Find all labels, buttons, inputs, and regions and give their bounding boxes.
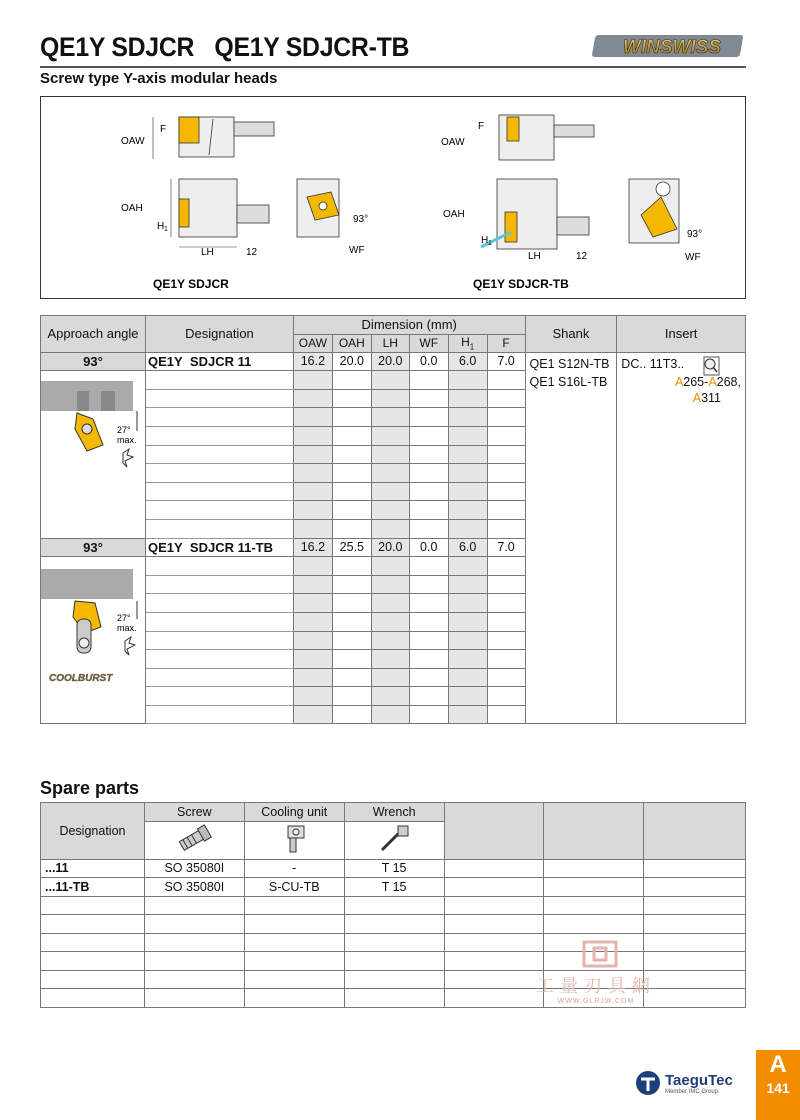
product-table	[40, 315, 746, 724]
shank-2: QE1 S16L-TB	[529, 374, 608, 389]
svg-text:WF: WF	[685, 252, 701, 263]
svg-text:LH: LH	[528, 251, 541, 262]
svg-text:F: F	[160, 124, 167, 135]
col-shank: Shank	[525, 316, 617, 353]
spare-col-cooling: Cooling unit	[244, 803, 344, 822]
svg-text:12: 12	[576, 251, 588, 262]
designation-prefix: QE1Y	[148, 539, 183, 555]
taegutec-logo	[635, 1070, 733, 1096]
svg-text:27°: 27°	[117, 425, 131, 436]
brand-sub: Member IMC Group	[665, 1088, 719, 1095]
title-part-2: QE1Y SDJCR-TB	[214, 32, 410, 62]
title-rule	[40, 66, 746, 68]
insert-code: DC.. 11T3..	[621, 356, 685, 371]
left-top-view	[179, 117, 274, 157]
approach-angle-cell: 93°	[41, 538, 146, 557]
section-letter: A	[769, 1051, 787, 1078]
svg-text:93°: 93°	[353, 214, 369, 225]
title-part-1: QE1Y SDJCR	[40, 32, 195, 62]
shank-cell	[525, 352, 617, 724]
svg-text:OAH: OAH	[443, 209, 465, 220]
svg-text:1: 1	[488, 240, 492, 247]
coolburst-logo: COOLBURST	[49, 673, 113, 685]
col-designation: Designation	[146, 316, 294, 353]
tool-icon-sdjcr	[41, 371, 145, 531]
wrench-icon	[344, 821, 444, 859]
svg-text:93°: 93°	[687, 229, 703, 240]
tool-icon-cell-2	[41, 557, 146, 724]
insert-ref-3: A311	[692, 390, 721, 405]
svg-text:WINSWISS: WINSWISS	[622, 37, 722, 58]
right-side-view	[481, 179, 589, 249]
svg-text:WF: WF	[349, 245, 365, 256]
shank-1: QE1 S12N-TB	[529, 356, 610, 371]
svg-text:1: 1	[164, 226, 168, 233]
value-h1: 6.0	[448, 538, 487, 557]
header-row	[41, 316, 746, 335]
technical-drawings	[40, 96, 746, 299]
value-oaw: 16.2	[293, 352, 332, 371]
col-lh: LH	[371, 334, 409, 352]
svg-text:F: F	[478, 121, 485, 132]
col-insert: Insert	[617, 316, 746, 353]
page-title	[40, 32, 409, 63]
value-h1: 6.0	[448, 352, 487, 371]
magnifier-icon	[701, 355, 721, 377]
left-side-view	[179, 179, 269, 237]
spare-parts-title: Spare parts	[40, 778, 140, 798]
table-row: ...11 SO 35080I - T 15	[41, 859, 746, 878]
designation-cell	[146, 352, 294, 371]
designation-name: SDJCR 11-TB	[189, 539, 273, 555]
right-top-view	[499, 115, 594, 160]
designation-name: SDJCR 11	[189, 353, 252, 369]
svg-text:max.: max.	[117, 435, 137, 446]
winswiss-logo	[592, 32, 748, 60]
tool-icon-cell-1	[41, 371, 146, 538]
page-number: 141	[766, 1080, 790, 1096]
tool-icon-sdjcr-tb	[41, 557, 145, 717]
watermark: 工量刃具網 WWW.GLRJW.COM	[536, 940, 656, 1005]
col-oah: OAH	[332, 334, 371, 352]
taegutec-icon	[635, 1070, 661, 1096]
spare-col-designation: Designation	[41, 803, 145, 860]
svg-text:OAW: OAW	[441, 137, 465, 148]
col-approach-angle: Approach angle	[41, 316, 146, 353]
svg-text:H: H	[481, 235, 489, 246]
value-lh: 20.0	[371, 538, 409, 557]
svg-text:27°: 27°	[117, 613, 131, 624]
value-oah: 20.0	[332, 352, 371, 371]
screw-icon	[144, 821, 244, 859]
svg-text:LH: LH	[201, 247, 214, 258]
designation-prefix: QE1Y	[148, 353, 183, 369]
col-dimension: Dimension (mm)	[293, 316, 525, 335]
brand-name: TaeguTec	[665, 1071, 733, 1089]
value-oaw: 16.2	[293, 538, 332, 557]
value-wf: 0.0	[409, 352, 448, 371]
subtitle: Screw type Y-axis modular heads	[40, 70, 278, 87]
table-row: ...11-TB SO 35080I S-CU-TB T 15	[41, 878, 746, 897]
col-wf: WF	[409, 334, 448, 352]
spare-col-screw: Screw	[144, 803, 244, 822]
cooling-unit-icon	[244, 821, 344, 859]
svg-text:OAH: OAH	[121, 203, 143, 214]
left-caption: QE1Y SDJCR	[153, 277, 229, 291]
tool-drawings	[41, 97, 745, 298]
insert-refs: A265-A268,	[674, 374, 741, 389]
svg-text:max.: max.	[117, 623, 137, 634]
svg-text:H: H	[157, 221, 165, 232]
value-f: 7.0	[487, 352, 525, 371]
watermark-logo	[580, 940, 620, 968]
h-sub: 1	[469, 342, 475, 352]
right-caption: QE1Y SDJCR-TB	[473, 277, 569, 291]
col-h1	[448, 334, 487, 352]
left-insert-view	[297, 179, 339, 237]
svg-text:OAW: OAW	[121, 136, 145, 147]
svg-text:12: 12	[246, 247, 258, 258]
page-tab	[756, 1050, 800, 1120]
col-f: F	[487, 334, 525, 352]
value-wf: 0.0	[409, 538, 448, 557]
value-oah: 25.5	[332, 538, 371, 557]
designation-cell	[146, 538, 294, 557]
value-f: 7.0	[487, 538, 525, 557]
h-label: H	[461, 334, 470, 349]
approach-angle-cell: 93°	[41, 352, 146, 371]
table-row	[41, 352, 746, 371]
spare-col-wrench: Wrench	[344, 803, 444, 822]
insert-cell	[617, 352, 746, 724]
value-lh: 20.0	[371, 352, 409, 371]
col-oaw: OAW	[293, 334, 332, 352]
right-insert-view	[629, 179, 679, 243]
